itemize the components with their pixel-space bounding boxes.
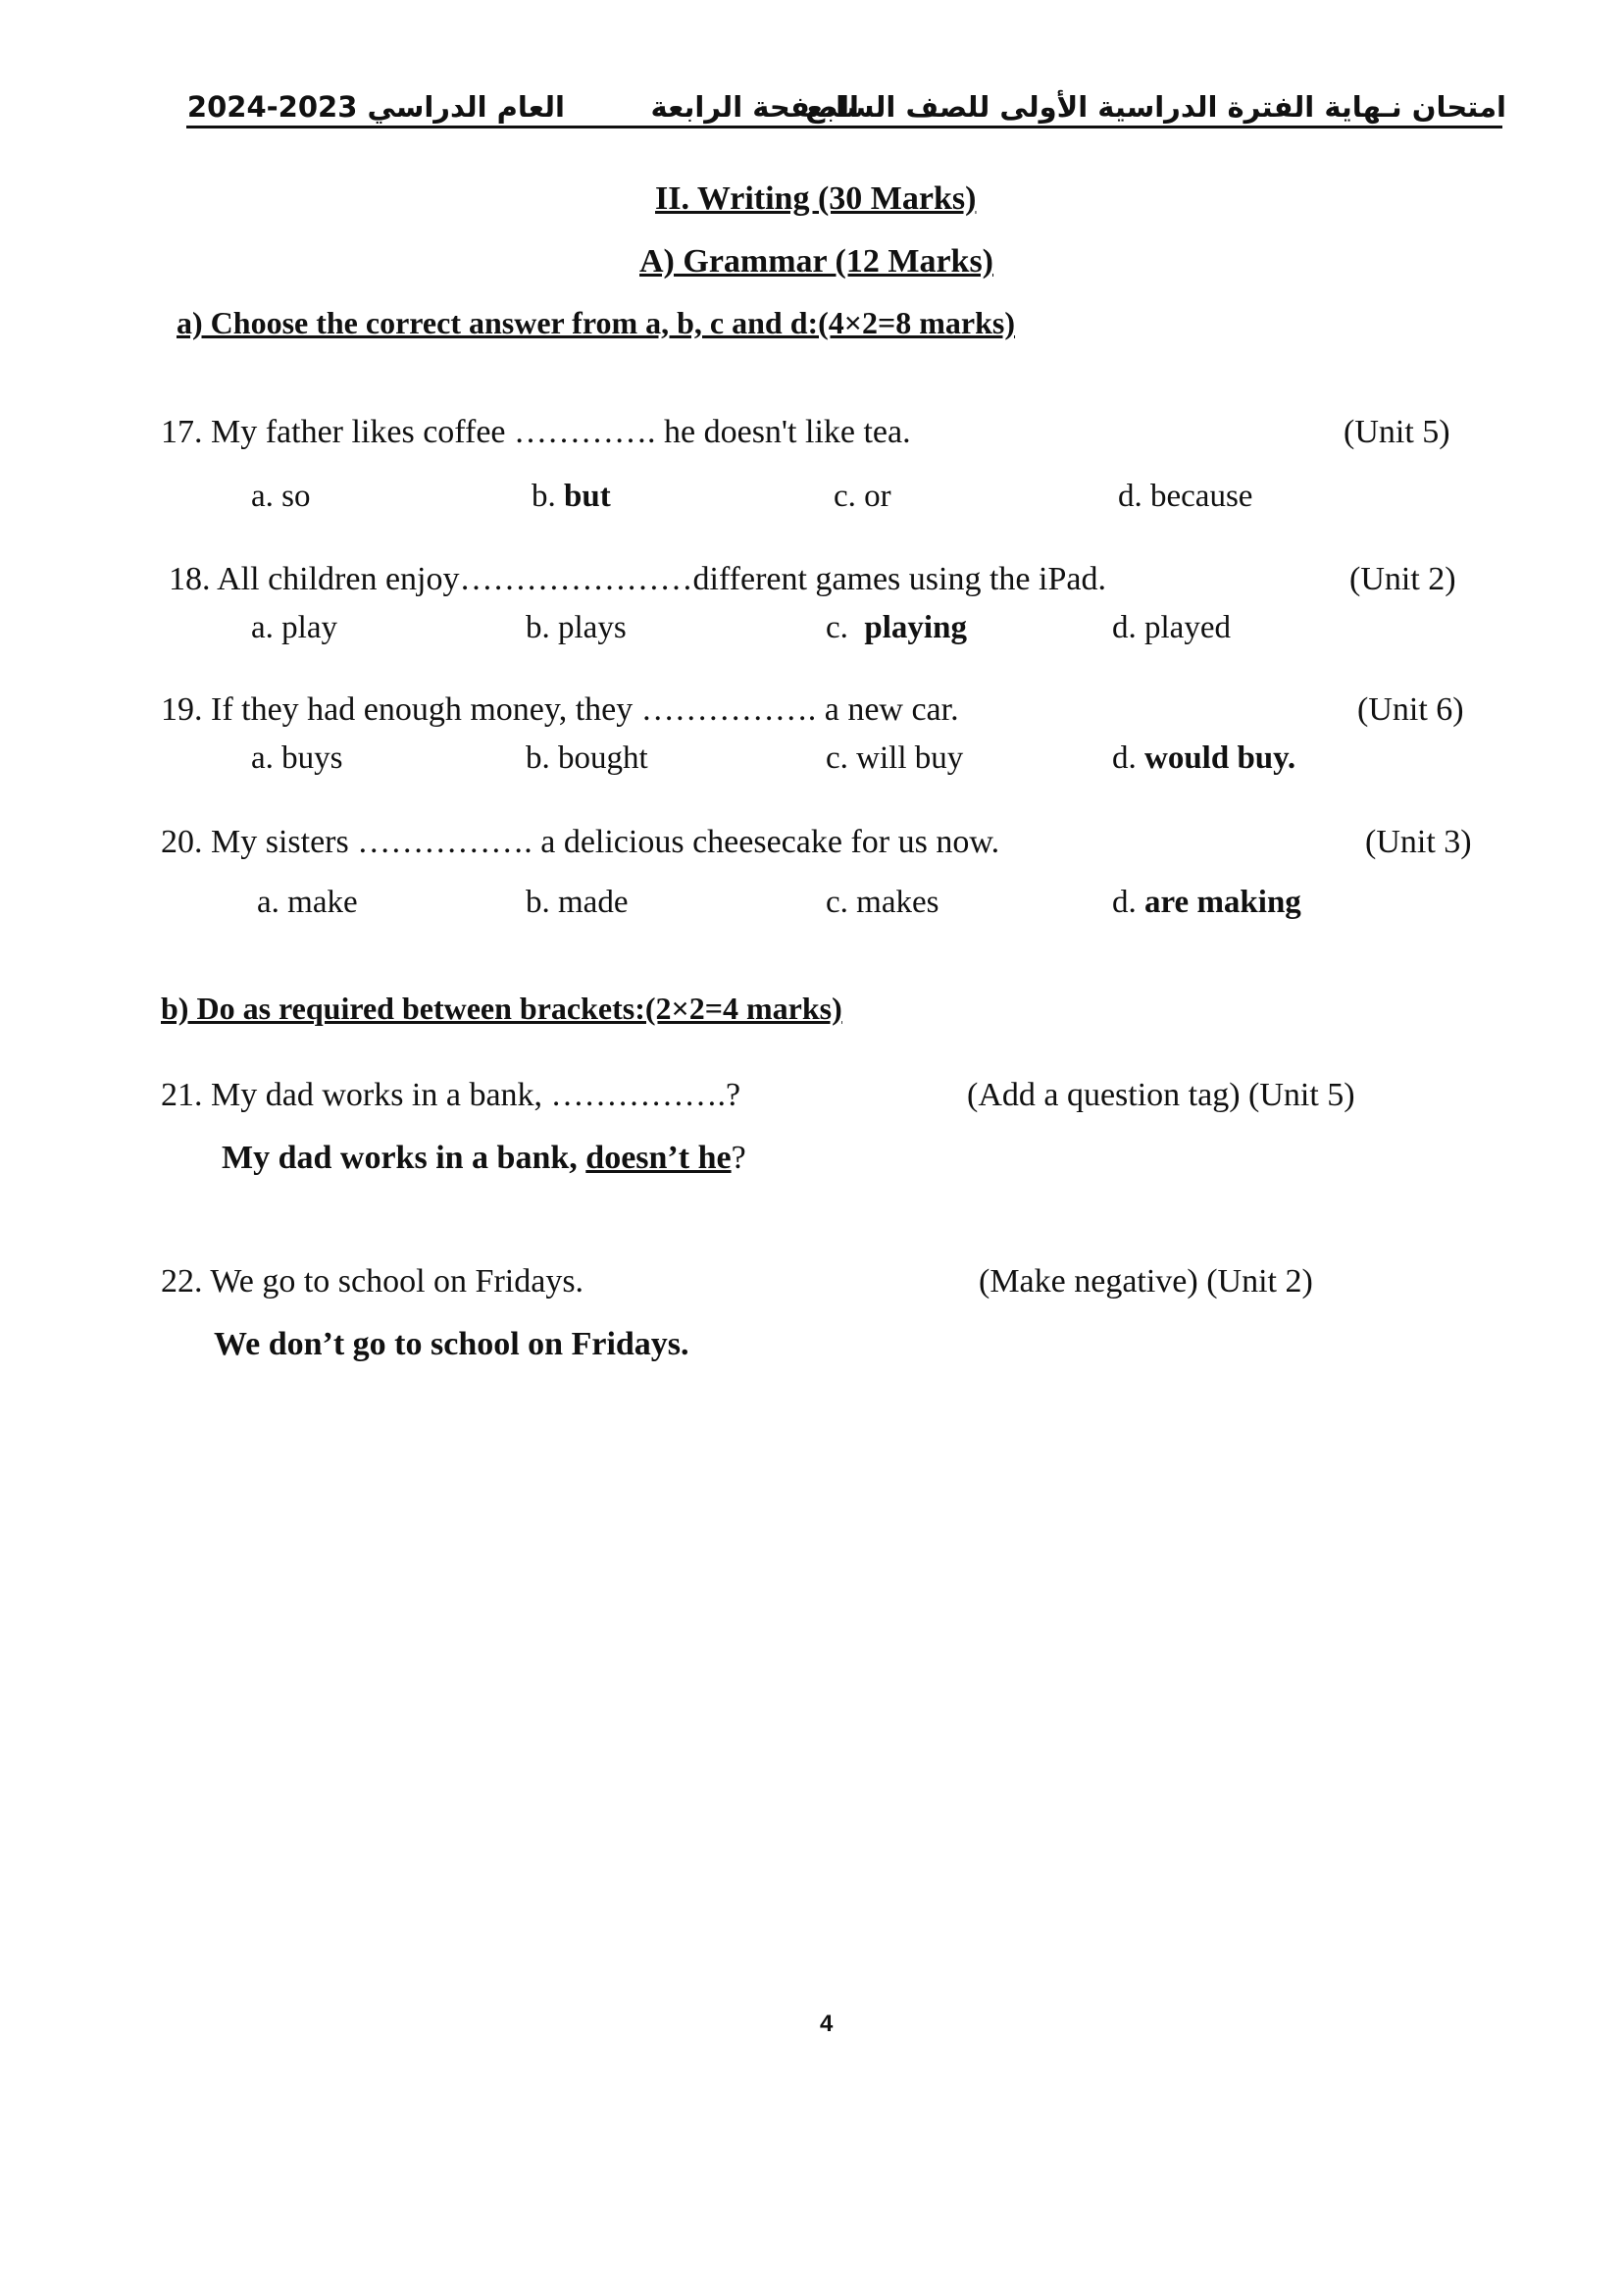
question-18: 18. All children enjoy…………………different games using the iPad. <box>169 561 1106 597</box>
q19-option-c: c. will buy <box>826 740 964 776</box>
q20-option-a: a. make <box>257 885 358 920</box>
q19-correct-answer: would buy. <box>1144 740 1296 776</box>
question-19: 19. If they had enough money, they ……………. a new car. <box>161 691 959 728</box>
part-b-instruction: b) Do as required between brackets:(2×2=4 marks) <box>161 991 842 1026</box>
q18-option-d: d. played <box>1112 610 1231 645</box>
q20-option-c: c. makes <box>826 885 939 920</box>
question-21: 21. My dad works in a bank, …………….? <box>161 1077 741 1113</box>
exam-title: امتحان نـهاية الفترة الدراسية الأولى للصف السابع <box>805 90 1506 124</box>
question-17-unit: (Unit 5) <box>1344 414 1450 450</box>
question-21-answer: My dad works in a bank, doesn’t he? <box>222 1140 746 1176</box>
academic-year <box>187 90 565 124</box>
question-22-answer: We don’t go to school on Fridays. <box>214 1326 689 1362</box>
section-title: II. Writing (30 Marks) <box>655 180 977 217</box>
question-20: 20. My sisters ……………. a delicious cheesecake for us now. <box>161 824 1000 860</box>
part-a-instruction: a) Choose the correct answer from a, b, c and d:(4×2=8 marks) <box>177 305 1016 340</box>
question-17: 17. My father likes coffee …………. he doesn't like tea. <box>161 414 911 450</box>
question-20-unit: (Unit 3) <box>1365 824 1472 860</box>
q20-correct-answer: are making <box>1144 885 1301 920</box>
question-18-unit: (Unit 2) <box>1349 561 1456 597</box>
year-label: العام الدراسي <box>367 90 565 124</box>
q18-option-c: c. playing <box>826 610 967 645</box>
header-rule <box>186 126 1502 128</box>
question-tag: doesn’t he <box>585 1140 732 1176</box>
q17-option-c: c. or <box>834 479 891 514</box>
q20-option-d: d. are making <box>1112 885 1301 920</box>
q18-option-b: b. plays <box>526 610 627 645</box>
q19-option-a: a. buys <box>251 740 343 776</box>
page-number: 4 <box>820 2011 834 2037</box>
q19-option-b: b. bought <box>526 740 648 776</box>
q18-correct-answer: playing <box>864 610 967 645</box>
year-value: 2024-2023 <box>186 90 358 124</box>
question-22: 22. We go to school on Fridays. <box>161 1263 584 1300</box>
q17-option-a: a. so <box>251 479 311 514</box>
q17-option-d: d. because <box>1118 479 1253 514</box>
q18-option-a: a. play <box>251 610 337 645</box>
q19-option-d: d. would buy. <box>1112 740 1296 776</box>
q17-option-b: b. but <box>532 479 611 514</box>
question-21-requirement: (Add a question tag) (Unit 5) <box>967 1077 1355 1113</box>
q20-option-b: b. made <box>526 885 629 920</box>
question-19-unit: (Unit 6) <box>1357 691 1464 728</box>
q17-correct-answer: but <box>564 479 611 514</box>
grammar-title: A) Grammar (12 Marks) <box>639 243 994 280</box>
question-22-requirement: (Make negative) (Unit 2) <box>979 1263 1313 1300</box>
page-label: الصفحة الرابعة <box>650 90 859 124</box>
